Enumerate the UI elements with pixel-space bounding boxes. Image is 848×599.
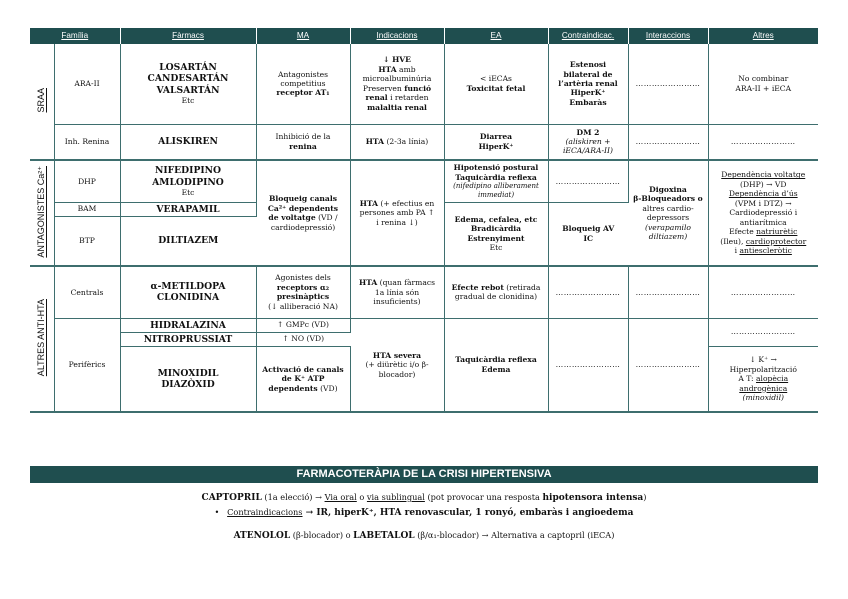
- inter-ca: Digoxina β-Bloqueadors o altres cardio- depressors (verapamilo diltiazem): [628, 160, 708, 266]
- header-altres: Altres: [708, 28, 818, 44]
- header-indicacions: Indicacions: [350, 28, 444, 44]
- drug-nitroprussiat: NITROPRUSSIAT: [120, 332, 256, 346]
- altres-ca: Dependència voltatge (DHP) → VD Dependència d’ús (VPM i DTZ) → Cardiodepressió i antiarítmica Efecte natriurètic (Ileu), cardioprotector i antiescleròtic: [708, 160, 818, 266]
- header-contraindicac: Contraindicac.: [548, 28, 628, 44]
- inter-periferics: ……………………: [628, 318, 708, 412]
- contra-centrals: ……………………: [548, 266, 628, 318]
- ma-ara: Antagonistes competitius receptor AT₁: [256, 44, 350, 124]
- ind-renina: HTA (2-3a línia): [350, 124, 444, 160]
- ind-periferics: HTA severa (+ diürètic i/o β- blocador): [350, 318, 444, 412]
- ind-ca: HTA (+ efectius en persones amb PA ↑ i renina ↓): [350, 160, 444, 266]
- family-bam: BAM: [54, 202, 120, 216]
- inter-renina: ……………………: [628, 124, 708, 160]
- table-header: [30, 28, 818, 44]
- altres-centrals: ……………………: [708, 266, 818, 318]
- ea-ca-2: Edema, cefalea, etc Bradicàrdia Estrenyiment Etc: [444, 202, 548, 266]
- ma-nitroprussiat: ↑ NO (VD): [256, 332, 350, 346]
- ma-hidralazina: ↑ GMPc (VD): [256, 318, 350, 332]
- table-row: [30, 44, 818, 124]
- ea-ca-1: Hipotensió postural Taquicàrdia reflexa (nifedipino alliberament immediat): [444, 160, 548, 202]
- ma-ca: Bloqueig canals Ca²⁺ dependents de voltatge (VD / cardiodepressió): [256, 160, 350, 266]
- drug-diltiazem: DILTIAZEM: [120, 216, 256, 266]
- group-sraa: SRAA: [30, 44, 54, 160]
- contra-ca: Bloqueig AV IC: [548, 202, 628, 266]
- contra-dhp: ……………………: [548, 160, 628, 202]
- drugs-ara: LOSARTÁN CANDESARTÁN VALSARTÁN Etc: [120, 44, 256, 124]
- ea-centrals: Efecte rebot (retirada gradual de clonidina): [444, 266, 548, 318]
- table-row: [30, 124, 818, 160]
- table-row: [30, 318, 818, 332]
- altres-hid-nitro: ……………………: [708, 318, 818, 346]
- altres-minoxidil: ↓ K⁺ → Hiperpolarització A T: alopècia androgènica (minoxidil): [708, 346, 818, 412]
- family-btp: BTP: [54, 216, 120, 266]
- altres-renina: ……………………: [708, 124, 818, 160]
- family-centrals: Centrals: [54, 266, 120, 318]
- ind-ara: ↓ HVE HTA amb microalbuminúria Preserven funció renal i retarden malaltia renal: [350, 44, 444, 124]
- ea-ara: < iECAs Toxicitat fetal: [444, 44, 548, 124]
- contra-periferics: ……………………: [548, 318, 628, 412]
- header-farmacs: Fàrmacs: [120, 28, 256, 44]
- ma-renina: Inhibició de la renina: [256, 124, 350, 160]
- header-familia: Família: [30, 28, 120, 44]
- group-antagonistes: ANTAGONISTES Ca²⁺: [30, 160, 54, 266]
- crisis-banner: FARMACOTERÀPIA DE LA CRISI HIPERTENSIVA: [30, 466, 818, 483]
- crisis-line-atenolol: ATENOLOL (β-blocador) o LABETALOL (β/α₁-blocador) → Alternativa a captopril (iECA): [233, 530, 615, 541]
- altres-ara: No combinar ARA-II + iECA: [735, 74, 792, 93]
- family-dhp: DHP: [54, 160, 120, 202]
- group-altres: ALTRES ANTI-HTA: [30, 266, 54, 412]
- family-periferics: Perifèrics: [54, 318, 120, 412]
- family-renina: Inh. Renina: [54, 124, 120, 160]
- ma-minoxidil: Activació de canals de K⁺ ATP dependents (VD): [256, 346, 350, 412]
- ea-renina: Diarrea HiperK⁺: [444, 124, 548, 160]
- drugs-dhp: NIFEDIPINO AMLODIPINO Etc: [120, 160, 256, 202]
- drug-verapamil: VERAPAMIL: [120, 202, 256, 216]
- drugs-minoxidil: MINOXIDIL DIAZÒXID: [120, 346, 256, 412]
- inter-ara: ……………………: [628, 44, 708, 124]
- drug-hidralazina: HIDRALAZINA: [120, 318, 256, 332]
- crisis-line-captopril: CAPTOPRIL (1a elecció) → Via oral o via sublingual (pot provocar una resposta hipotensora intensa): [201, 492, 647, 503]
- drugs-centrals: α-METILDOPA CLONIDINA: [120, 266, 256, 318]
- contra-ara: Estenosi bilateral de l’artèria renal HiperK⁺ Embaràs: [548, 44, 628, 124]
- header-ea: EA: [444, 28, 548, 44]
- drug-aliskiren: ALISKIREN: [120, 124, 256, 160]
- pharmacology-sheet: [30, 28, 818, 413]
- table-row: [30, 266, 818, 318]
- crisis-line-contraindicacions: • Contraindicacions → IR, hiperK⁺, HTA renovascular, 1 ronyó, embaràs i angioedema: [214, 507, 634, 518]
- contra-renina: DM 2 (aliskiren + iECA/ARA-II): [548, 124, 628, 160]
- inter-centrals: ……………………: [628, 266, 708, 318]
- ma-centrals: Agonistes dels receptors α₂ presinàptics (↓ alliberació NA): [256, 266, 350, 318]
- header-interaccions: Interaccions: [628, 28, 708, 44]
- family-ara: ARA-II: [54, 44, 120, 124]
- drug-table: [30, 28, 818, 413]
- ind-centrals: HTA (quan fàrmacs 1a línia són insuficients): [350, 266, 444, 318]
- header-ma: MA: [256, 28, 350, 44]
- table-row: [30, 160, 818, 202]
- ea-periferics: Taquicàrdia reflexa Edema: [444, 318, 548, 412]
